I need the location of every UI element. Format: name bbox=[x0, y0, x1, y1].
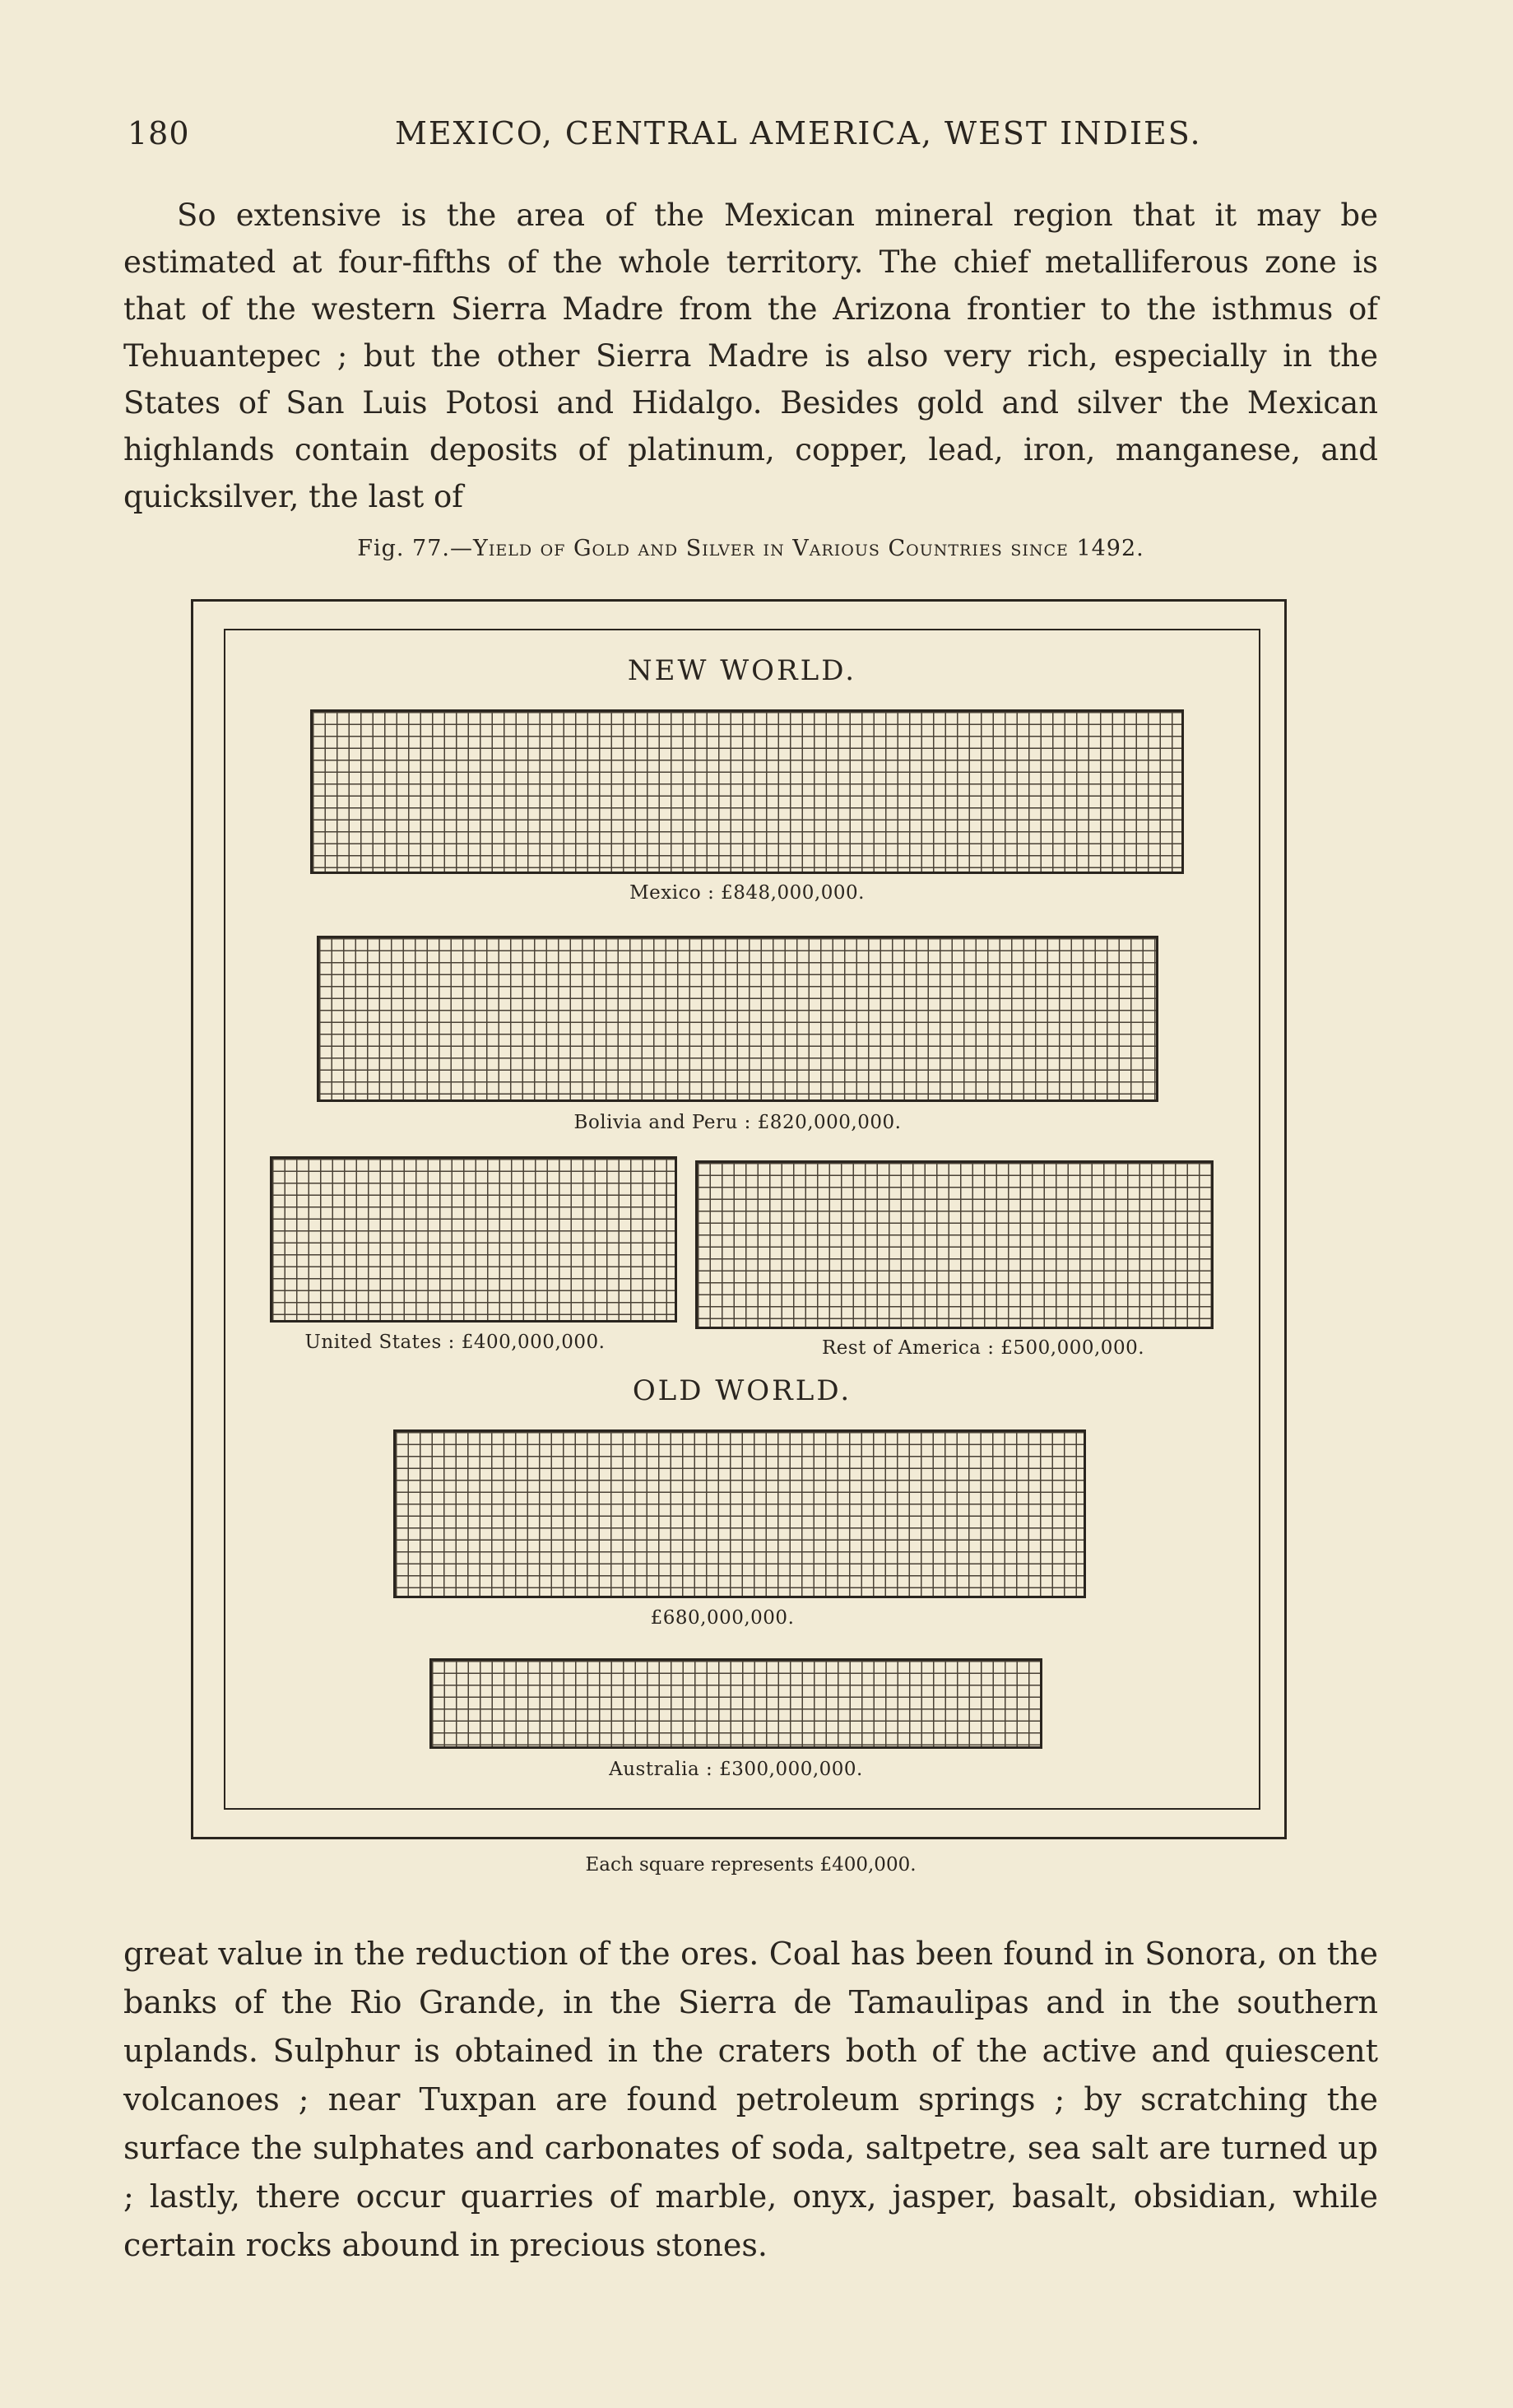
grid-rest-of-america bbox=[695, 1160, 1214, 1329]
label-australia: Australia : £300,000,000. bbox=[609, 1759, 863, 1780]
grid-mexico bbox=[310, 709, 1184, 874]
label-rest-of-america: Rest of America : £500,000,000. bbox=[821, 1337, 1145, 1359]
grid-australia bbox=[429, 1658, 1042, 1749]
figure-title: Yield of Gold and Silver in Various Countries since 1492. bbox=[473, 536, 1144, 561]
page-number: 180 bbox=[128, 115, 190, 151]
grid-united-states bbox=[270, 1156, 677, 1323]
figure-caption bbox=[123, 536, 1378, 561]
running-title: MEXICO, CENTRAL AMERICA, WEST INDIES. bbox=[395, 115, 1202, 151]
label-old-world: £680,000,000. bbox=[650, 1607, 795, 1629]
new-world-title: NEW WORLD. bbox=[627, 654, 857, 687]
grid-bolivia-peru bbox=[317, 936, 1158, 1102]
body-paragraph-bottom: great value in the reduction of the ores. Coal has been found in Sonora, on the banks of the Rio Grande, in the Sierra de Tamaulipas and in the southern uplands. Sulphur is obtained in the craters both of the active and quiescent volcanoes ; near Tuxpan are found petroleum springs ; by scratching the surface the sulphates and carbonates of soda, saltpetre, sea salt are turned up ; lastly, there occur quarries of marble, onyx, jasper, basalt, obsidian, while certain rocks abound in precious stones. bbox=[123, 1936, 1378, 2263]
figure-footnote: Each square represents £400,000. bbox=[585, 1854, 917, 1876]
label-united-states: United States : £400,000,000. bbox=[304, 1332, 606, 1353]
old-world-title: OLD WORLD. bbox=[632, 1374, 852, 1407]
grid-old-world bbox=[393, 1429, 1086, 1598]
figure-number: Fig. 77.— bbox=[357, 536, 473, 561]
label-mexico: Mexico : £848,000,000. bbox=[629, 882, 865, 904]
body-paragraph-top: So extensive is the area of the Mexican mineral region that it may be estimated at four-fifths of the whole territory. The chief metalliferous zone is that of the western Sierra Madre from the Arizona frontier to the isthmus of Tehuantepec ; but the other Sierra Madre is also very rich, especially in the States of San Luis Potosi and Hidalgo. Besides gold and silver the Mexican highlands contain deposits of platinum, copper, lead, iron, manganese, and quicksilver, the last of bbox=[123, 198, 1378, 514]
label-bolivia-peru: Bolivia and Peru : £820,000,000. bbox=[573, 1112, 902, 1133]
